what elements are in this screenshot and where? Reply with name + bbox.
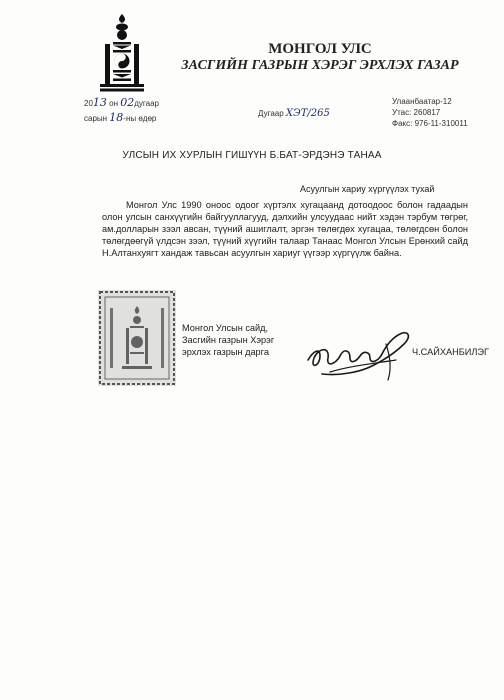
- contact-address: [392, 96, 468, 130]
- signer-title-line3: эрхлэх газрын дарга: [182, 347, 269, 357]
- handwritten-signature: [300, 320, 420, 390]
- handwritten-year: 13: [92, 96, 107, 109]
- org-name-line2: ЗАСГИЙН ГАЗРЫН ХЭРЭГ ЭРХЛЭХ ГАЗАР: [181, 58, 459, 73]
- org-name-line1: МОНГОЛ УЛС: [268, 41, 372, 57]
- signer-title: [182, 322, 274, 358]
- handwritten-month: 02: [120, 96, 135, 109]
- doc-number-label: Дугаар: [258, 109, 284, 118]
- date-line-day: сарын 18-ны өдөр: [84, 110, 157, 124]
- soyombo-emblem-icon: [100, 12, 144, 92]
- date-block: [84, 96, 159, 126]
- signer-name: Ч.САЙХАНБИЛЭГ: [412, 347, 489, 357]
- document-number: [258, 108, 330, 119]
- letter-body: Монгол Улс 1990 оноос одоог хүртэлх хугацаанд дотоодоос болон гадаадын олон улсын санхүүгийн байгууллагууд, дэлхийн улсуудаас нийт хэдэн тэрбум төгрөг, ам.долларын зээл авсан, түүний ашиглалт, эргэн төлөгдөх хугацаа, төлөгдсөн болон төлөгдөөгүй үлдсэн зээл, түүний хүүгийн талаар Танаас Монгол Улсын Ерөнхий сайд Н.Алтанхуягт хандаж тавьсан асуулгын хариуг үүгээр хүргүүлж байна.: [102, 200, 468, 258]
- signer-title-line1: Монгол Улсын сайд,: [182, 323, 269, 333]
- organization-name: [150, 40, 490, 75]
- address-fax: Факс: 976-11-310011: [392, 119, 468, 129]
- address-city: Улаанбаатар-12: [392, 97, 452, 106]
- date-line-year: 2013 он 02дугаар: [84, 96, 159, 109]
- handwritten-day: 18: [109, 110, 124, 124]
- handwritten-doc-number: ХЭТ/265: [285, 108, 330, 119]
- recipient-line: УЛСЫН ИХ ХУРЛЫН ГИШҮҮН Б.БАТ-ЭРДЭНЭ ТАНАА: [122, 150, 382, 161]
- official-stamp: [96, 288, 178, 388]
- subject-line: Асуулгын хариу хүргүүлэх тухай: [300, 184, 435, 194]
- address-phone: Утас: 260817: [392, 108, 441, 118]
- signer-title-line2: Засгийн газрын Хэрэг: [182, 335, 275, 345]
